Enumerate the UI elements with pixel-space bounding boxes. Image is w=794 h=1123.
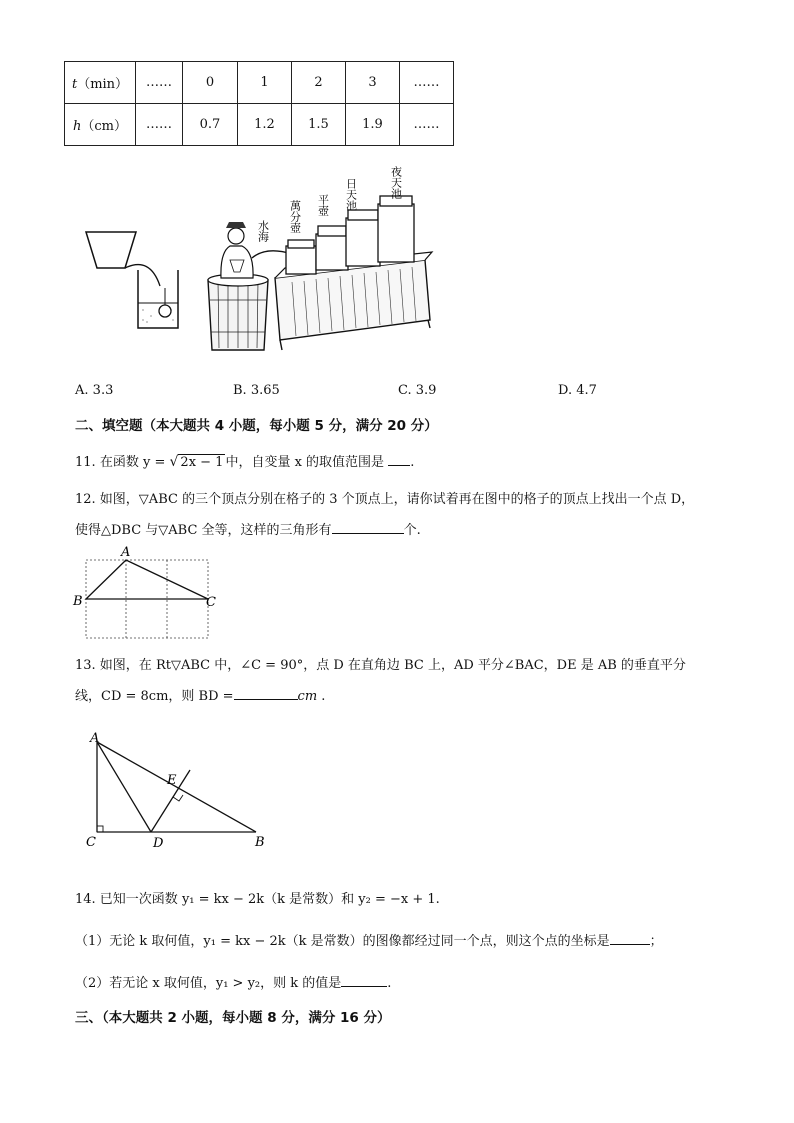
flow-pipe	[125, 265, 160, 286]
figure-head	[228, 228, 244, 244]
point-label-e: E	[167, 773, 177, 788]
water-clock-illustration	[80, 160, 440, 360]
point-label-a: A	[121, 545, 131, 560]
question-14-part1: （1）无论 k 取何值，y₁ = kx − 2k（k 是常数）的图像都经过同一个点，则这个点的坐标是 ；	[75, 930, 663, 949]
q12-grid-figure	[70, 540, 230, 644]
option-d: D. 4.7	[558, 383, 597, 398]
row-label-h: h（cm）	[65, 104, 136, 146]
table-cell: 0	[183, 62, 238, 104]
table-cell: ……	[136, 104, 183, 146]
table-cell: 1.5	[292, 104, 346, 146]
label-pinghu: 平壺	[316, 194, 330, 216]
question-14-part2: （2）若无论 x 取何值，y₁ > y₂，则 k 的值是 .	[75, 972, 391, 991]
table-cell: 1.2	[238, 104, 292, 146]
label-yetianchi: 夜天池	[389, 166, 403, 199]
data-table	[64, 61, 454, 146]
pot-wanfen-lid	[288, 240, 314, 248]
q14-part2-answer-blank[interactable]	[341, 973, 387, 987]
table-cell: ……	[400, 62, 454, 104]
question-14-intro: 14. 已知一次函数 y₁ = kx − 2k（k 是常数）和 y₂ = −x + 1.	[75, 892, 440, 907]
table-cell: 3	[346, 62, 400, 104]
option-c: C. 3.9	[398, 383, 437, 398]
section3-title: 三、（本大题共 2 小题，每小题 8 分，满分 16 分）	[75, 1010, 391, 1026]
table-cell: 1	[238, 62, 292, 104]
table-row-t	[65, 62, 454, 104]
right-angle-mark-c	[97, 826, 103, 832]
table-cell: 0.7	[183, 104, 238, 146]
pot-wanfen	[286, 246, 316, 274]
q13-answer-blank[interactable]	[234, 686, 298, 700]
triangle-abc	[86, 560, 208, 599]
point-label-b: B	[255, 835, 265, 850]
figure-robe	[221, 246, 253, 278]
question-13-line2: 线，CD = 8cm，则 BD = cm .	[75, 685, 325, 704]
label-ritianchi: 日天池	[344, 178, 358, 211]
point-label-a: A	[90, 731, 100, 746]
pot-ritian-lid	[348, 210, 378, 220]
sqrt-sign: √	[169, 454, 179, 470]
question-13-line1: 13. 如图，在 Rt▽ABC 中，∠C = 90°，点 D 在直角边 BC 上，AD 平分∠BAC，DE 是 AB 的垂直平分	[75, 658, 686, 673]
option-b: B. 3.65	[233, 383, 280, 398]
table-cell: 1.9	[346, 104, 400, 146]
pot-ping-lid	[318, 226, 346, 236]
label-wanfenhu: 萬分壺	[288, 200, 302, 233]
point-label-c: C	[206, 595, 216, 610]
table-cell: ……	[400, 104, 454, 146]
question-11: 11. 在函数 y = √ 2x − 1 中，自变量 x 的取值范围是 .	[75, 454, 415, 470]
table-cell: 2	[292, 62, 346, 104]
beaker-shape	[138, 270, 178, 328]
pot-ritian	[346, 218, 380, 266]
row-label-t: t（min）	[65, 62, 136, 104]
point-label-d: D	[153, 836, 164, 851]
q14-part1-answer-blank[interactable]	[610, 931, 650, 945]
q11-answer-blank[interactable]	[388, 452, 410, 466]
float-ball	[159, 305, 171, 317]
pot-ping	[316, 234, 348, 270]
question-12-line2: 使得△DBC 与▽ABC 全等，这样的三角形有 个.	[75, 519, 421, 538]
q13-triangle-figure	[80, 726, 280, 856]
option-a: A. 3.3	[75, 383, 114, 398]
point-label-b: B	[73, 594, 83, 609]
section2-title: 二、填空题（本大题共 4 小题，每小题 5 分，满分 20 分）	[75, 418, 438, 434]
funnel-shape	[86, 232, 136, 268]
pot-yetian	[378, 204, 414, 262]
table-row-h	[65, 104, 454, 146]
question-12-line1: 12. 如图，▽ABC 的三个顶点分别在格子的 3 个顶点上，请你试着再在图中的格子的顶点上找出一个点 D，	[75, 492, 695, 507]
right-angle-mark-e	[173, 795, 183, 801]
label-shuihai: 水海	[256, 220, 270, 242]
q12-answer-blank[interactable]	[332, 520, 404, 534]
figure-hat	[226, 222, 246, 228]
table-cell: ……	[136, 62, 183, 104]
point-label-c: C	[86, 835, 96, 850]
